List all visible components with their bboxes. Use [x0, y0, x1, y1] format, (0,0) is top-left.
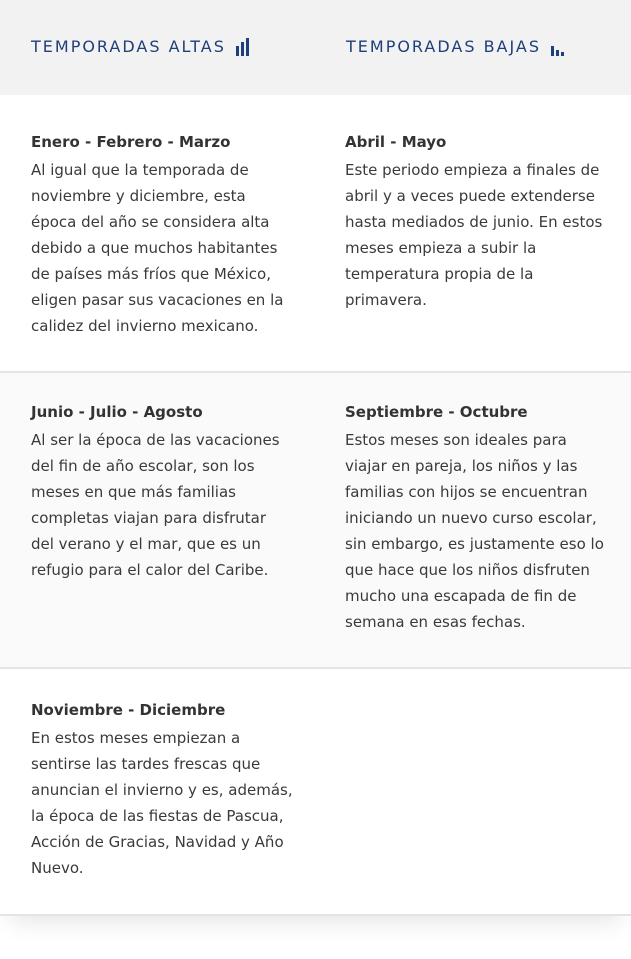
season-description: Este periodo empieza a finales de abril y a veces puede extenderse hasta mediados de junio. En estos meses empieza a subir la temperatura propia de la primavera.: [345, 161, 603, 309]
season-description: Al igual que la temporada de noviembre y diciembre, esta época del año se considera alta debido a que muchos habitantes de países más fríos que México, eligen pasar sus vacaciones en la calidez del invierno mexicano.: [31, 161, 284, 335]
high-season-cell: [31, 699, 293, 881]
season-period-title: Abril - Mayo: [345, 133, 447, 151]
table-header: [0, 0, 631, 95]
season-description: Estos meses son ideales para viajar en pareja, los niños y las familias con hijos se encuentran iniciando un nuevo curso escolar, sin embargo, es justamente eso lo que hace que los niños disfruten mucho una escapada de fin de semana en esas fechas.: [345, 431, 604, 631]
season-row: [0, 95, 631, 373]
high-season-title: TEMPORADAS ALTAS: [31, 37, 226, 56]
high-season-cell: [31, 401, 293, 583]
bar-chart-high-icon: [236, 38, 251, 56]
high-season-cell: [31, 131, 293, 339]
low-season-cell: [345, 131, 607, 313]
season-period-title: Noviembre - Diciembre: [31, 701, 226, 719]
season-description: En estos meses empiezan a sentirse las tardes frescas que anuncian el invierno y es, además, la época de las fiestas de Pascua, Acción de Gracias, Navidad y Año Nuevo.: [31, 729, 293, 877]
low-season-title: TEMPORADAS BAJAS: [346, 37, 542, 56]
season-row: [0, 669, 631, 916]
low-season-cell: [345, 401, 607, 635]
high-season-heading: [31, 37, 251, 56]
low-season-heading: [346, 37, 566, 56]
bar-chart-low-icon: [551, 38, 566, 56]
season-row: [0, 373, 631, 669]
season-period-title: Septiembre - Octubre: [345, 403, 528, 421]
season-period-title: Enero - Febrero - Marzo: [31, 133, 231, 151]
season-description: Al ser la época de las vacaciones del fin de año escolar, son los meses en que más familias completas viajan para disfrutar del verano y el mar, que es un refugio para el calor del Caribe.: [31, 431, 280, 579]
season-period-title: Junio - Julio - Agosto: [31, 403, 203, 421]
